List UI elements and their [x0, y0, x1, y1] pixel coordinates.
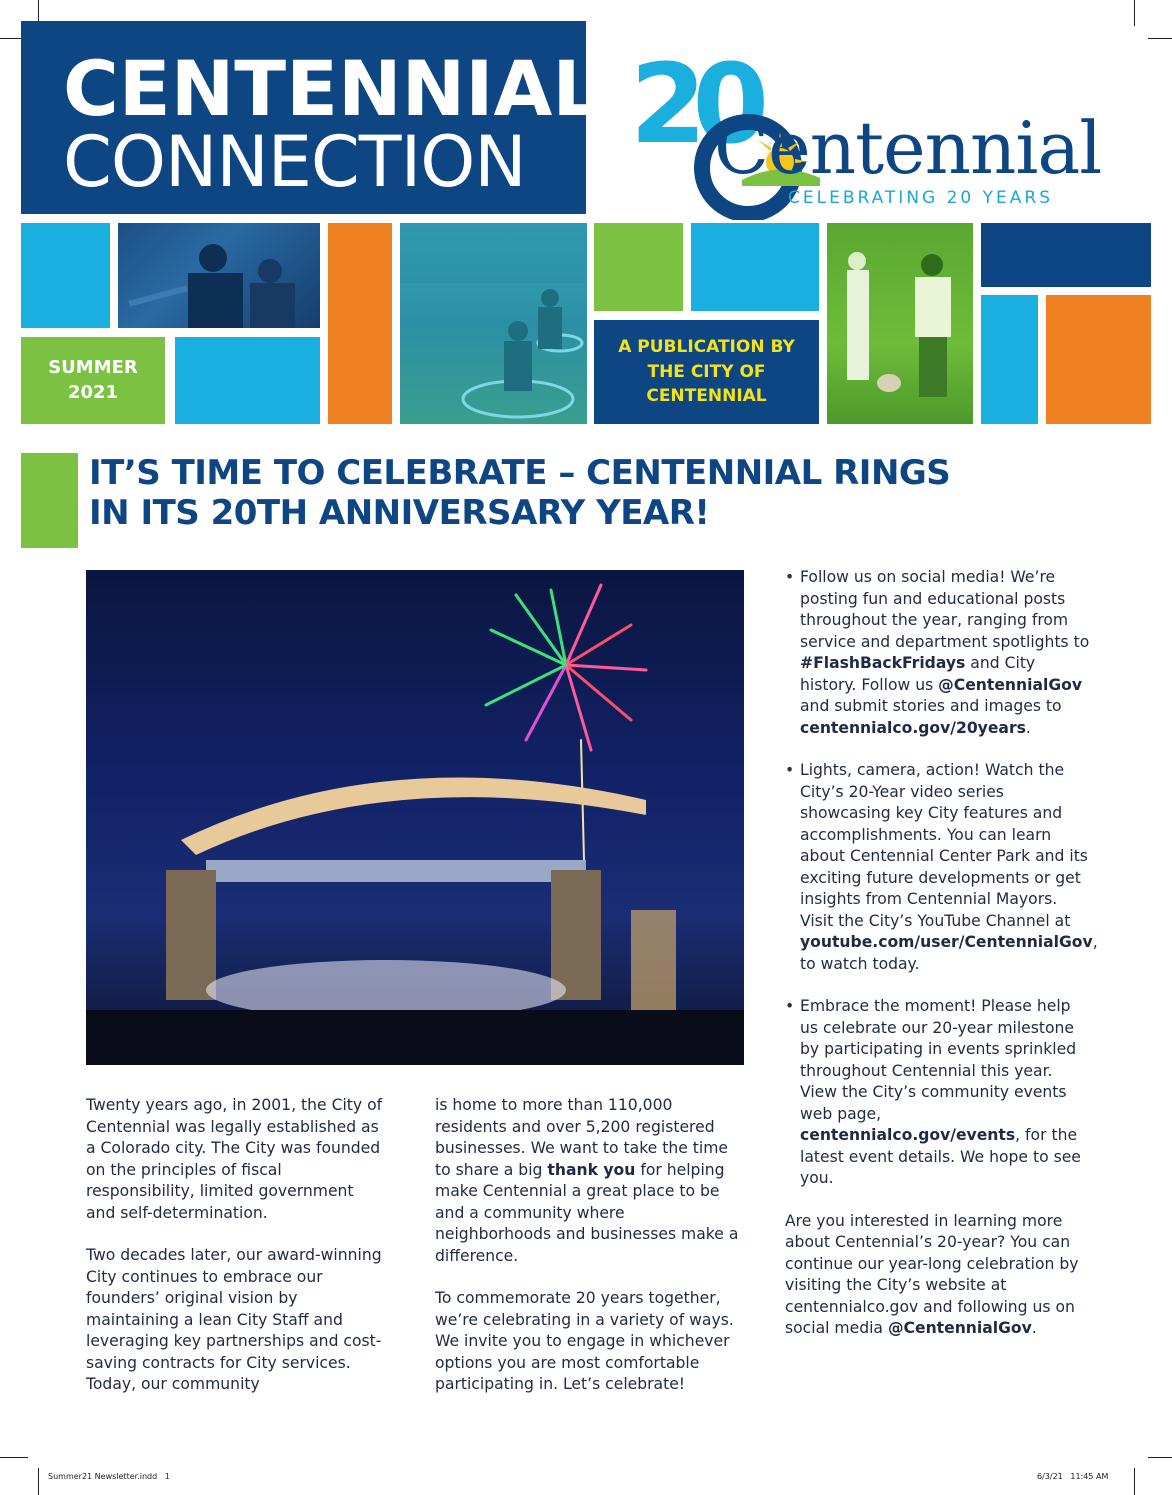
- paragraph: To commemorate 20 years together, we’re celebrating in a variety of ways. We invite you to engage in whichever options you are most comfortable participating in. Let’s celebrate!: [435, 1289, 734, 1393]
- celebration-list: [785, 567, 1098, 1190]
- headline-line1: IT’S TIME TO CELEBRATE – CENTENNIAL RINGS: [89, 453, 951, 493]
- masthead-title-line1: CENTENNIAL: [63, 44, 601, 133]
- social-handle-link[interactable]: @CentennialGov: [887, 1319, 1032, 1337]
- season-name: SUMMER: [48, 357, 138, 379]
- text-run: Lights, camera, action! Watch the City’s 20-Year video series showcasing key City features and accomplishments. You can learn about Centennial Center Park and its exciting future developments or get insights from Centennial Mayors. Visit the City’s YouTube Channel at: [800, 761, 1088, 930]
- crop-mark: [1134, 1468, 1135, 1495]
- text-run: Are you interested in learning more about Centennial’s 20-year? You can continue our year-long celebration by visiting the City’s website at centennialco.gov and following us on social media: [785, 1211, 1079, 1337]
- hashtag-link[interactable]: #FlashBackFridays: [800, 654, 966, 672]
- publication-line1: A PUBLICATION BY: [618, 337, 795, 358]
- publication-label: [594, 320, 819, 424]
- park-walkers-photo: [827, 223, 973, 424]
- paragraph: [435, 1095, 743, 1267]
- crop-mark: [1148, 38, 1172, 39]
- headline-accent-bar: [21, 453, 78, 548]
- amphitheater-illustration: [86, 570, 744, 1065]
- text-run-bold: thank you: [547, 1160, 636, 1179]
- amphitheater-canopy: [181, 778, 646, 856]
- closing-paragraph: [785, 1211, 1090, 1340]
- paragraph: Twenty years ago, in 2001, the City of Centennial was legally established as a Colorado city. The City was founded on the principles of fiscal responsibility, limited government and self-determination.: [86, 1096, 383, 1222]
- text-run: is home to more than 110,000 residents and over 5,200 registered businesses. We want to take the time to share a big: [435, 1096, 728, 1179]
- events-link[interactable]: centennialco.gov/events: [800, 1126, 1016, 1144]
- website-link[interactable]: centennialco.gov/20years: [800, 718, 1026, 737]
- crop-mark: [38, 1468, 39, 1495]
- hula-hoop-photo: [400, 223, 587, 424]
- text-run: Embrace the moment! Please help us celebrate our 20-year milestone by participating in events sprinkled throughout Centennial this year. View the City’s community events web page,: [800, 997, 1077, 1123]
- logo-wordmark: Centennial: [714, 106, 1102, 190]
- concert-photo: [118, 223, 320, 328]
- logo-tagline: CELEBRATING 20 YEARS: [788, 188, 1054, 208]
- crop-mark: [0, 1457, 28, 1458]
- text-run: , for the latest event details. We hope to see you.: [800, 1126, 1081, 1187]
- article-headline: [89, 453, 1049, 533]
- color-block: [691, 223, 819, 311]
- logo-number: 20: [630, 50, 756, 168]
- color-block: [328, 223, 392, 424]
- article-column-3: [785, 567, 1098, 1361]
- text-run: and City history. Follow us: [800, 654, 1036, 694]
- text-run: Follow us on social media! We’re posting fun and educational posts throughout the year, ranging from service and department spotlights to: [800, 568, 1090, 651]
- masthead: [21, 21, 601, 214]
- musicians-illustration: [118, 223, 320, 328]
- text-run: .: [1031, 1319, 1037, 1337]
- color-block: [21, 223, 110, 328]
- slug-timestamp: 6/3/21 11:45 AM: [1037, 1472, 1109, 1481]
- text-run: .: [1025, 718, 1031, 737]
- color-block: [981, 295, 1038, 424]
- publication-line2: THE CITY OF: [647, 361, 766, 382]
- color-block: [175, 337, 320, 424]
- youtube-link[interactable]: youtube.com/user/CentennialGov: [800, 933, 1093, 951]
- social-handle-link[interactable]: @CentennialGov: [938, 675, 1083, 694]
- slug-filename: Summer21 Newsletter.indd 1: [48, 1472, 170, 1481]
- text-run: , to watch today.: [800, 933, 1098, 973]
- season-year: 2021: [67, 381, 119, 403]
- headline-line2: IN ITS 20TH ANNIVERSARY YEAR!: [89, 493, 710, 534]
- crop-mark: [1134, 0, 1135, 26]
- list-item: [785, 760, 1098, 975]
- list-item: [785, 567, 1090, 739]
- article-column-2: [435, 1095, 743, 1417]
- color-block: [594, 223, 683, 311]
- centennial-20-logo: [630, 50, 1100, 220]
- list-item: [785, 996, 1090, 1190]
- lighting-truss: [206, 860, 586, 882]
- crop-mark: [1148, 1457, 1172, 1458]
- park-walkers-illustration: [827, 223, 973, 424]
- paragraph: Two decades later, our award-winning City continues to embrace our founders’ original vision by maintaining a lean City Staff and leveraging key partnerships and cost-saving contracts for City services. Today, our community: [86, 1246, 382, 1393]
- color-block: [1046, 295, 1151, 424]
- article-column-1: [86, 1095, 386, 1417]
- text-run: and submit stories and images to: [800, 697, 1062, 715]
- audience-silhouette: [86, 1010, 744, 1065]
- amphitheater-fireworks-photo: [86, 570, 744, 1065]
- masthead-title-line2: CONNECTION: [63, 121, 526, 203]
- text-run: for helping make Centennial a great place to be and a community where neighborhoods and businesses make a difference.: [435, 1160, 739, 1265]
- color-block: [981, 223, 1151, 287]
- publication-line3: CENTENNIAL: [646, 386, 767, 407]
- hula-hoop-illustration: [400, 223, 587, 424]
- season-label: [21, 337, 165, 424]
